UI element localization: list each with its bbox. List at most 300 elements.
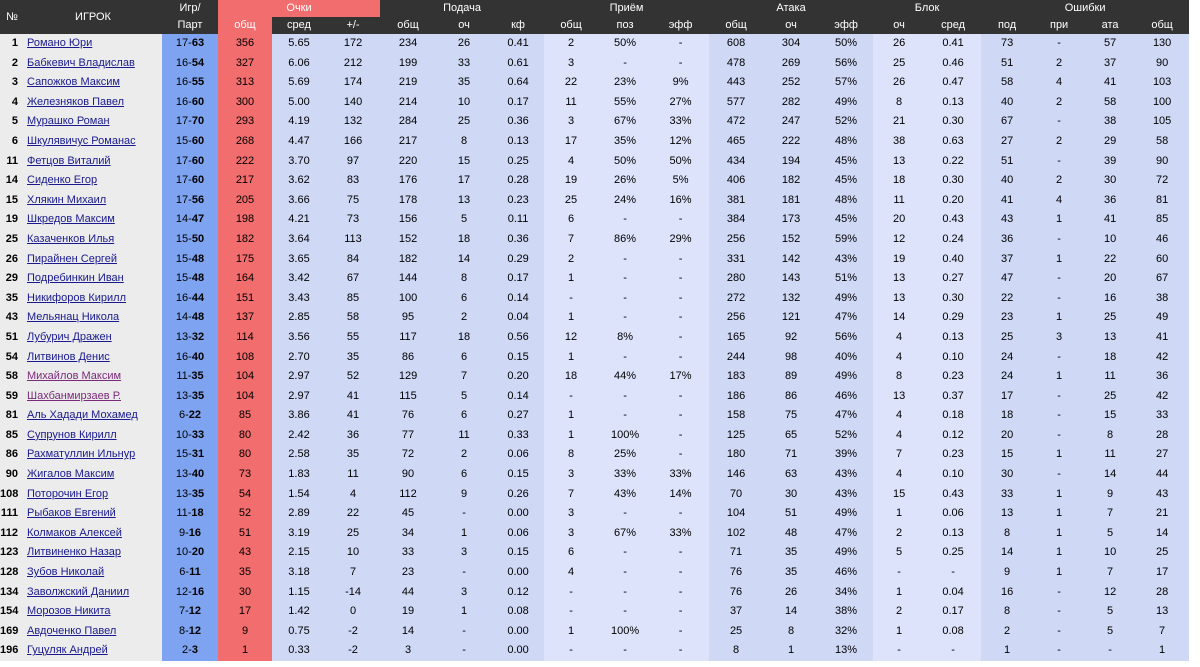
points-plus-minus-cell: 35 [326, 348, 380, 368]
points-total-cell: 104 [218, 387, 272, 407]
attack-efficiency-cell: 49% [819, 367, 873, 387]
points-total-cell: 80 [218, 445, 272, 465]
errors-total-cell: 85 [1135, 210, 1189, 230]
serve-coef-cell: 0.25 [492, 152, 544, 172]
reception-positive-cell: - [598, 641, 652, 661]
player-link[interactable]: Михайлов Максим [27, 370, 122, 383]
games-count: 17- [175, 154, 192, 167]
serve-coef-cell: 0.06 [492, 524, 544, 544]
attack-total-cell: 76 [709, 583, 763, 603]
games-sets-cell [162, 191, 218, 211]
reception-positive-cell: - [598, 504, 652, 524]
block-points-cell: 13 [873, 289, 925, 309]
rank-cell: 2 [0, 54, 24, 74]
errors-total-cell: 17 [1135, 563, 1189, 583]
points-plus-minus-cell: 166 [326, 132, 380, 152]
points-avg-cell: 2.70 [272, 348, 326, 368]
block-avg-cell: 0.22 [925, 152, 981, 172]
attack-points-cell: 247 [763, 112, 819, 132]
games-count: 13- [175, 468, 192, 481]
player-link[interactable]: Сиденко Егор [27, 174, 98, 187]
games-count: 10- [175, 428, 192, 441]
rank-cell: 128 [0, 563, 24, 583]
player-link[interactable]: Шкредов Максим [27, 213, 115, 226]
player-link[interactable]: Шахбанмирзаев Р. [27, 389, 122, 402]
player-link[interactable]: Гуцуляк Андрей [27, 644, 108, 657]
reception-positive-cell: 50% [598, 34, 652, 54]
player-name-cell [24, 583, 162, 603]
serve-points-cell: 15 [436, 152, 492, 172]
block-avg-cell: 0.27 [925, 269, 981, 289]
errors-reception-cell: 1 [1033, 445, 1085, 465]
player-link[interactable]: Морозов Никита [27, 605, 111, 618]
sets-count: 12 [188, 624, 202, 637]
header-err-atk[interactable]: ата [1085, 17, 1135, 34]
attack-efficiency-cell: 38% [819, 602, 873, 622]
games-count: 11- [176, 370, 192, 383]
attack-efficiency-cell: 49% [819, 504, 873, 524]
block-avg-cell: 0.20 [925, 191, 981, 211]
reception-efficiency-cell: - [652, 641, 709, 661]
attack-points-cell: 35 [763, 543, 819, 563]
points-total-cell: 205 [218, 191, 272, 211]
games-count: 2- [182, 644, 192, 657]
header-err-rcv[interactable]: при [1033, 17, 1085, 34]
player-link[interactable]: Железняков Павел [27, 95, 125, 108]
block-points-cell: 13 [873, 152, 925, 172]
header-rcv-eff[interactable]: эфф [652, 17, 709, 34]
attack-points-cell: 304 [763, 34, 819, 54]
games-sets-cell [162, 602, 218, 622]
reception-positive-cell: - [598, 583, 652, 603]
serve-coef-cell: 0.04 [492, 308, 544, 328]
points-avg-cell: 3.66 [272, 191, 326, 211]
sets-count: 60 [191, 154, 205, 167]
sets-count: 63 [191, 37, 205, 49]
rank-cell: 43 [0, 308, 24, 328]
errors-total-cell: 44 [1135, 465, 1189, 485]
errors-total-cell: 14 [1135, 524, 1189, 544]
sets-count: 48 [191, 252, 205, 265]
serve-total-cell: 220 [380, 152, 436, 172]
points-avg-cell: 3.43 [272, 289, 326, 309]
attack-efficiency-cell: 50% [819, 34, 873, 54]
player-name-cell [24, 348, 162, 368]
points-total-cell: 198 [218, 210, 272, 230]
points-plus-minus-cell: -2 [326, 641, 380, 661]
rank-cell: 29 [0, 269, 24, 289]
header-errors[interactable]: Ошибки [981, 0, 1189, 17]
player-link[interactable]: Казаченков Илья [27, 232, 115, 245]
points-plus-minus-cell: 35 [326, 445, 380, 465]
games-sets-cell [162, 387, 218, 407]
rank-cell: 6 [0, 132, 24, 152]
sets-count: 22 [188, 409, 202, 422]
header-games[interactable]: Игр/ [162, 0, 218, 17]
attack-efficiency-cell: 56% [819, 328, 873, 348]
table-row [0, 132, 1200, 152]
games-count: 15- [175, 134, 192, 147]
errors-serve-cell: 51 [981, 54, 1033, 74]
games-sets-cell [162, 250, 218, 270]
reception-efficiency-cell: - [652, 563, 709, 583]
serve-coef-cell: 0.36 [492, 112, 544, 132]
errors-attack-cell: 13 [1085, 328, 1135, 348]
player-name-cell [24, 406, 162, 426]
serve-points-cell: 33 [436, 54, 492, 74]
header-rcv-pos[interactable]: поз [598, 17, 652, 34]
attack-efficiency-cell: 57% [819, 73, 873, 93]
table-row [0, 289, 1200, 309]
points-avg-cell: 3.62 [272, 171, 326, 191]
attack-points-cell: 152 [763, 230, 819, 250]
rank-cell: 112 [0, 524, 24, 544]
games-count: 16- [175, 56, 192, 69]
reception-total-cell: 1 [544, 269, 598, 289]
points-total-cell: 222 [218, 152, 272, 172]
points-total-cell: 35 [218, 563, 272, 583]
header-blk-avg[interactable]: сред [925, 17, 981, 34]
points-avg-cell: 1.15 [272, 583, 326, 603]
serve-total-cell: 144 [380, 269, 436, 289]
player-link[interactable]: Литвиненко Назар [27, 546, 121, 559]
errors-reception-cell: - [1033, 387, 1085, 407]
sets-count: 60 [191, 174, 205, 187]
rank-cell: 196 [0, 641, 24, 661]
sets-count: 55 [191, 76, 205, 89]
player-link[interactable]: Рахматуллин Ильнур [27, 448, 136, 461]
block-avg-cell: 0.63 [925, 132, 981, 152]
attack-efficiency-cell: 40% [819, 348, 873, 368]
reception-positive-cell: - [598, 602, 652, 622]
games-sets-cell [162, 73, 218, 93]
serve-coef-cell: 0.17 [492, 269, 544, 289]
errors-attack-cell: 15 [1085, 406, 1135, 426]
serve-total-cell: 33 [380, 543, 436, 563]
table-row [0, 641, 1200, 661]
header-block[interactable]: Блок [873, 0, 981, 17]
block-points-cell: 1 [873, 622, 925, 642]
player-link[interactable]: Заволжский Даниил [27, 585, 130, 598]
player-link[interactable]: Аль Хадади Мохамед [27, 409, 138, 422]
reception-positive-cell: 67% [598, 112, 652, 132]
reception-positive-cell: 55% [598, 93, 652, 113]
player-link[interactable]: Мурашко Роман [27, 115, 110, 128]
player-link[interactable]: Хлякин Михаил [27, 193, 107, 206]
attack-points-cell: 1 [763, 641, 819, 661]
table-row [0, 583, 1200, 603]
attack-points-cell: 282 [763, 93, 819, 113]
errors-total-cell: 90 [1135, 152, 1189, 172]
attack-points-cell: 92 [763, 328, 819, 348]
reception-efficiency-cell: - [652, 34, 709, 54]
errors-attack-cell: 5 [1085, 622, 1135, 642]
errors-serve-cell: 22 [981, 289, 1033, 309]
player-link[interactable]: Романо Юри [27, 37, 93, 49]
games-sets-cell [162, 406, 218, 426]
header-player[interactable]: ИГРОК [24, 0, 162, 34]
games-count: 13- [175, 389, 192, 402]
player-link[interactable]: Лубурич Дражен [27, 330, 112, 343]
attack-points-cell: 30 [763, 485, 819, 505]
errors-serve-cell: 41 [981, 191, 1033, 211]
player-name-cell [24, 230, 162, 250]
points-plus-minus-cell: 84 [326, 250, 380, 270]
errors-reception-cell: - [1033, 348, 1085, 368]
player-name-cell [24, 132, 162, 152]
reception-total-cell: 25 [544, 191, 598, 211]
points-total-cell: 175 [218, 250, 272, 270]
errors-total-cell: 43 [1135, 485, 1189, 505]
serve-total-cell: 214 [380, 93, 436, 113]
block-avg-cell: 0.30 [925, 112, 981, 132]
header-atk-total[interactable]: общ [709, 17, 763, 34]
attack-total-cell: 25 [709, 622, 763, 642]
header-atk-pts[interactable]: оч [763, 17, 819, 34]
errors-serve-cell: 30 [981, 465, 1033, 485]
attack-efficiency-cell: 46% [819, 563, 873, 583]
player-link[interactable]: Фетцов Виталий [27, 154, 111, 167]
player-name-cell [24, 93, 162, 113]
player-link[interactable]: Шкулявичус Романас [27, 134, 136, 147]
header-attack[interactable]: Атака [709, 0, 873, 17]
points-total-cell: 151 [218, 289, 272, 309]
errors-total-cell: 100 [1135, 93, 1189, 113]
reception-efficiency-cell: - [652, 54, 709, 74]
serve-points-cell: 25 [436, 112, 492, 132]
sets-count: 47 [191, 213, 205, 226]
errors-total-cell: 42 [1135, 348, 1189, 368]
player-name-cell [24, 387, 162, 407]
header-serve[interactable]: Подача [380, 0, 544, 17]
player-link[interactable]: Подребинкин Иван [27, 272, 124, 285]
attack-points-cell: 269 [763, 54, 819, 74]
table-row [0, 171, 1200, 191]
rank-cell: 90 [0, 465, 24, 485]
errors-attack-cell: 22 [1085, 250, 1135, 270]
games-count: 16- [175, 95, 192, 108]
header-sets[interactable]: Парт [162, 17, 218, 34]
errors-serve-cell: 8 [981, 602, 1033, 622]
points-plus-minus-cell: -2 [326, 622, 380, 642]
attack-efficiency-cell: 47% [819, 308, 873, 328]
player-name-cell [24, 465, 162, 485]
table-row [0, 93, 1200, 113]
header-reception[interactable]: Приём [544, 0, 709, 17]
errors-attack-cell: 11 [1085, 367, 1135, 387]
block-points-cell: 4 [873, 406, 925, 426]
points-plus-minus-cell: 113 [326, 230, 380, 250]
block-avg-cell: 0.47 [925, 73, 981, 93]
table-row [0, 210, 1200, 230]
reception-positive-cell: 100% [598, 426, 652, 446]
player-link[interactable]: Зубов Николай [27, 566, 105, 579]
games-sets-cell [162, 54, 218, 74]
errors-total-cell: 58 [1135, 132, 1189, 152]
player-link[interactable]: Мельянац Никола [27, 311, 120, 324]
header-num[interactable]: № [0, 0, 24, 34]
errors-attack-cell: 18 [1085, 348, 1135, 368]
errors-total-cell: 103 [1135, 73, 1189, 93]
serve-total-cell: 178 [380, 191, 436, 211]
points-total-cell: 73 [218, 465, 272, 485]
header-srv-kf[interactable]: кф [492, 17, 544, 34]
errors-total-cell: 49 [1135, 308, 1189, 328]
errors-total-cell: 105 [1135, 112, 1189, 132]
points-plus-minus-cell: 25 [326, 524, 380, 544]
errors-serve-cell: 14 [981, 543, 1033, 563]
block-avg-cell: 0.43 [925, 210, 981, 230]
serve-total-cell: 117 [380, 328, 436, 348]
attack-efficiency-cell: 32% [819, 622, 873, 642]
errors-reception-cell: - [1033, 583, 1085, 603]
errors-reception-cell: 2 [1033, 54, 1085, 74]
block-avg-cell: 0.43 [925, 485, 981, 505]
attack-total-cell: 186 [709, 387, 763, 407]
errors-reception-cell: - [1033, 622, 1085, 642]
table-body [0, 34, 1200, 661]
header-points[interactable]: Очки [218, 0, 380, 17]
errors-reception-cell: - [1033, 602, 1085, 622]
header-srv-total[interactable]: общ [380, 17, 436, 34]
table-row [0, 152, 1200, 172]
points-avg-cell: 4.19 [272, 112, 326, 132]
errors-attack-cell: 20 [1085, 269, 1135, 289]
rank-cell: 154 [0, 602, 24, 622]
points-avg-cell: 2.89 [272, 504, 326, 524]
header-blk-pts[interactable]: оч [873, 17, 925, 34]
errors-reception-cell: 1 [1033, 308, 1085, 328]
attack-total-cell: 577 [709, 93, 763, 113]
header-err-srv[interactable]: под [981, 17, 1033, 34]
serve-coef-cell: 0.11 [492, 210, 544, 230]
points-total-cell: 217 [218, 171, 272, 191]
points-avg-cell: 1.83 [272, 465, 326, 485]
errors-serve-cell: 27 [981, 132, 1033, 152]
table-row [0, 524, 1200, 544]
player-link[interactable]: Жигалов Максим [27, 468, 115, 481]
errors-serve-cell: 40 [981, 171, 1033, 191]
rank-cell: 4 [0, 93, 24, 113]
player-link[interactable]: Литвинов Денис [27, 350, 110, 363]
points-total-cell: 114 [218, 328, 272, 348]
sets-count: 60 [191, 95, 205, 108]
block-points-cell: 4 [873, 426, 925, 446]
table-row [0, 54, 1200, 74]
block-avg-cell: 0.30 [925, 289, 981, 309]
points-total-cell: 104 [218, 367, 272, 387]
player-name-cell [24, 73, 162, 93]
attack-total-cell: 183 [709, 367, 763, 387]
player-link[interactable]: Бабкевич Владислав [27, 56, 135, 69]
player-link[interactable]: Пирайнен Сергей [27, 252, 117, 265]
serve-points-cell: 14 [436, 250, 492, 270]
points-total-cell: 30 [218, 583, 272, 603]
games-sets-cell [162, 171, 218, 191]
block-points-cell: 4 [873, 328, 925, 348]
points-avg-cell: 4.47 [272, 132, 326, 152]
reception-positive-cell: 33% [598, 465, 652, 485]
header-pts-pm[interactable]: +/- [326, 17, 380, 34]
errors-serve-cell: 67 [981, 112, 1033, 132]
points-plus-minus-cell: 174 [326, 73, 380, 93]
table-row [0, 269, 1200, 289]
player-name-cell [24, 543, 162, 563]
player-link[interactable]: Супрунов Кирилл [27, 428, 117, 441]
points-plus-minus-cell: 172 [326, 34, 380, 54]
player-name-cell [24, 210, 162, 230]
games-sets-cell [162, 445, 218, 465]
errors-reception-cell: 4 [1033, 73, 1085, 93]
errors-serve-cell: 20 [981, 426, 1033, 446]
attack-points-cell: 173 [763, 210, 819, 230]
header-atk-eff[interactable]: эфф [819, 17, 873, 34]
points-plus-minus-cell: 73 [326, 210, 380, 230]
reception-total-cell: 2 [544, 250, 598, 270]
player-link[interactable]: Сапожков Максим [27, 76, 120, 89]
serve-points-cell: 2 [436, 445, 492, 465]
points-total-cell: 313 [218, 73, 272, 93]
errors-attack-cell: 41 [1085, 210, 1135, 230]
points-plus-minus-cell: -14 [326, 583, 380, 603]
player-link[interactable]: Никифоров Кирилл [27, 291, 126, 304]
header-pts-total[interactable]: общ [218, 17, 272, 34]
errors-total-cell: 28 [1135, 426, 1189, 446]
attack-efficiency-cell: 48% [819, 132, 873, 152]
reception-total-cell: 11 [544, 93, 598, 113]
player-name-cell [24, 563, 162, 583]
player-link[interactable]: Авдоченко Павел [27, 624, 117, 637]
block-avg-cell: - [925, 563, 981, 583]
header-rcv-total[interactable]: общ [544, 17, 598, 34]
header-srv-pts[interactable]: оч [436, 17, 492, 34]
points-plus-minus-cell: 75 [326, 191, 380, 211]
points-avg-cell: 2.97 [272, 387, 326, 407]
serve-points-cell: - [436, 622, 492, 642]
games-count: 15- [175, 232, 192, 245]
attack-points-cell: 132 [763, 289, 819, 309]
errors-serve-cell: 1 [981, 641, 1033, 661]
player-name-cell [24, 112, 162, 132]
serve-points-cell: 5 [436, 387, 492, 407]
attack-efficiency-cell: 39% [819, 445, 873, 465]
serve-points-cell: 35 [436, 73, 492, 93]
serve-total-cell: 100 [380, 289, 436, 309]
attack-points-cell: 35 [763, 563, 819, 583]
player-link[interactable]: Колмаков Алексей [27, 526, 122, 539]
player-link[interactable]: Поторочин Егор [27, 487, 109, 500]
attack-points-cell: 142 [763, 250, 819, 270]
table-row [0, 426, 1200, 446]
games-sets-cell [162, 524, 218, 544]
games-sets-cell [162, 289, 218, 309]
attack-points-cell: 8 [763, 622, 819, 642]
player-name-cell [24, 426, 162, 446]
attack-efficiency-cell: 56% [819, 54, 873, 74]
attack-efficiency-cell: 43% [819, 485, 873, 505]
player-link[interactable]: Рыбаков Евгений [27, 507, 116, 520]
reception-efficiency-cell: - [652, 622, 709, 642]
errors-total-cell: 60 [1135, 250, 1189, 270]
header-err-total[interactable]: общ [1135, 17, 1189, 34]
sets-count: 60 [191, 134, 205, 147]
errors-reception-cell: - [1033, 152, 1085, 172]
attack-total-cell: 381 [709, 191, 763, 211]
points-total-cell: 293 [218, 112, 272, 132]
header-pts-avg[interactable]: сред [272, 17, 326, 34]
errors-attack-cell: 8 [1085, 426, 1135, 446]
games-count: 16- [175, 291, 192, 304]
